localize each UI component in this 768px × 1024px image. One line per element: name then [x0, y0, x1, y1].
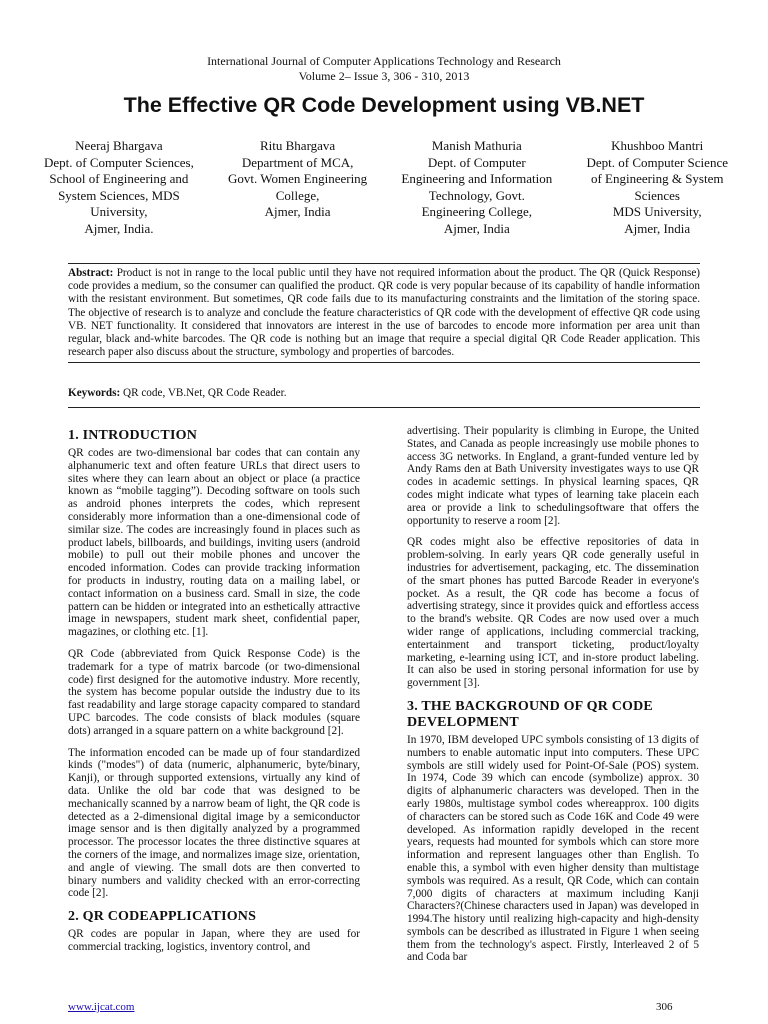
paragraph: QR codes are popular in Japan, where they are used for commercial tracking, logistics, inventory control, and [68, 928, 360, 953]
journal-name: International Journal of Computer Applications Technology and Research [207, 54, 561, 68]
author-affiliation: Engineering College, [421, 204, 533, 219]
section-heading-applications: 2. QR CODEAPPLICATIONS [68, 909, 257, 925]
left-column [68, 428, 360, 963]
section-heading-background: 3. THE BACKGROUND OF QR CODE DEVELOPMENT [407, 698, 653, 730]
author-location: Ajmer, India. [84, 220, 154, 236]
abstract-text: Product is not in range to the local public until they have not required information about the product. The QR (Quick Response) code provides a medium, so the consumer can qualified the product. QR code is very popular because of its capability of handle information with the resistant environment. But sometimes, QR code fails due to its manufacturing constraints and the limitation of the storing space. The objective of research is to analyze and conclude the feature characteristics of QR code with the development of effective QR code using VB. NET functionality. It considered that innovators are interest in the use of barcodes to encode more information per area unit than regular, black and-white barcodes. The QR code is nothing but an image that require a special digital QR Code Reader application. This research paper also discuss about the structure, symbology and properties of barcodes. [68, 267, 701, 359]
author-block [44, 138, 194, 237]
author-affiliation: MDS University, [612, 204, 702, 219]
author-block [401, 138, 552, 237]
author-name: Ritu Bhargava [259, 138, 336, 153]
keywords-text: QR code, VB.Net, QR Code Reader. [123, 387, 287, 399]
page-number: 306 [656, 1001, 673, 1013]
author-name: Manish Mathuria [431, 138, 522, 153]
author-list [44, 138, 728, 237]
author-affiliation: College, [275, 187, 320, 203]
author-name: Khushboo Mantri [611, 138, 704, 153]
author-affiliation: Dept. of Computer Sciences, [44, 154, 194, 170]
paragraph: In 1970, IBM developed UPC symbols consisting of 13 digits of numbers to enable automatic input into computers. These UPC symbols are still widely used for Point-Of-Sale (POS) system. In 1974, Code 39 which can encode (symbolize) approx. 30 digits of alphanumeric characters was developed. Then in the early 1980s, multistage symbol codes whereapprox. 100 digits of characters can be stored such as Code 16K and Code 49 were developed. As information rapidly developed in the recent years, requests had mounted for symbols which can store more information and represent languages other than English. To enable this, a symbol with even higher density than multistage symbols was required. As a result, QR Code, which can contain 7,000 digits of characters at maximum including Kanji Characters?(Chinese characters used in Japan) was developed in 1994.The history until realizing high-capacity and high-density symbols can be described as illustrated in Figure 1 when seeing them from the technology's aspect. Firstly, Interleaved 2 of 5 and Coda bar [407, 733, 699, 964]
keywords [68, 387, 700, 399]
author-affiliation: School of Engineering and [49, 171, 189, 186]
section-heading-introduction: 1. INTRODUCTION [68, 428, 198, 443]
paragraph: The information encoded can be made up of four standardized kinds ("modes") of data (numeric, alphanumeric, byte/binary, Kanji), or through supported extensions, virtually any kind of data. Unlike the old bar code that was designed to be mechanically scanned by a narrow beam of light, the QR code is detected as a 2-dimensional digital image by a semiconductor image sensor and is then digitally analyzed by a programmed processor. The processor locates the three distinctive squares at the corners of the image, and normalizes image size, orientation, and angle of viewing. The small dots are then converted to binary numbers and validity checked with an error-correcting code [2]. [68, 746, 360, 900]
author-affiliation: of Engineering & System [590, 171, 724, 186]
journal-volume: Volume 2– Issue 3, 306 - 310, 2013 [298, 69, 470, 83]
keywords-label: Keywords: [68, 387, 121, 399]
author-location: Ajmer, India [443, 220, 510, 236]
keywords-divider [68, 407, 700, 408]
paragraph: QR Code (abbreviated from Quick Response Code) is the trademark for a type of matrix barcode (or two-dimensional code) first designed for the automotive industry. More recently, the system has become popular outside the industry due to its fast readability and large storage capacity compared to standard UPC barcodes. The code consists of black modules (square dots) arranged in a square pattern on a white background [2]. [68, 647, 360, 737]
author-block [228, 138, 367, 237]
author-affiliation: System Sciences, MDS [58, 187, 180, 203]
author-affiliation: Govt. Women Engineering [228, 171, 368, 186]
right-column [407, 425, 699, 973]
author-block [586, 138, 728, 237]
abstract [68, 263, 700, 363]
author-affiliation: Department of MCA, [241, 154, 354, 170]
journal-header [0, 54, 768, 84]
author-location: Ajmer, India [624, 220, 691, 236]
paper-title: The Effective QR Code Development using VB.NET [123, 93, 645, 117]
author-affiliation: Sciences [634, 187, 680, 203]
author-affiliation: Dept. of Computer [427, 154, 526, 170]
author-affiliation: Dept. of Computer Science [586, 154, 728, 170]
author-affiliation: Technology, Govt. [428, 187, 525, 203]
paragraph: QR codes might also be effective repositories of data in problem-solving. In early years QR code generally useful in industries for advertisement, packaging, etc. The dissemination of the smart phones has putted Barcode Reader in everyone's pocket. As a result, the QR code has become a focus of advertising strategy, since it provides quick and effortless access to the brand's website. QR Codes are now used over a much wider range of applications, including commercial tracking, entertainment and transport ticketing, product/loyalty marketing, e-learning using ICT, and in-store product labeling. It can also be used in storing personal information for use by government [3]. [407, 536, 699, 690]
abstract-label: Abstract: [68, 267, 114, 279]
paragraph: QR codes are two-dimensional bar codes that can contain any alphanumeric text and often feature URLs that direct users to sites where they can learn about an object or place (a practice known as “mobile tagging”). Decoding software on tools such as android phones interprets the codes, which represent considerably more information than a one-dimensional code of similar size. The codes are increasingly found in places such as product labels, billboards, and buildings, inviting users (android mobile) to pull out their mobile phones and uncover the encoded information. Codes can provide tracking information for products in industry, routing data on a mailing label, or contact information on a business card. Small in size, the code pattern can be hidden or integrated into an esthetically attractive image in newspapers, student mark sheet, confidential paper, magazines, or clothing etc. [1]. [68, 447, 360, 639]
author-location: Ajmer, India [264, 204, 331, 219]
paragraph: advertising. Their popularity is climbing in Europe, the United States, and Canada as people increasingly use mobile phones to access 3G networks. In England, a grant-funded venture led by Andy Rams den at Bath University investigates ways to use QR codes in academic settings. In physical learning spaces, QR codes might indicate what types of learning take placein each area or provide a link to schedulingsoftware that offers the opportunity to reserve a room [2]. [407, 425, 699, 527]
footer-website-link[interactable]: www.ijcat.com [68, 1001, 135, 1013]
author-name: Neeraj Bhargava [75, 138, 163, 153]
author-affiliation: University, [90, 204, 148, 219]
author-affiliation: Engineering and Information [401, 171, 553, 186]
